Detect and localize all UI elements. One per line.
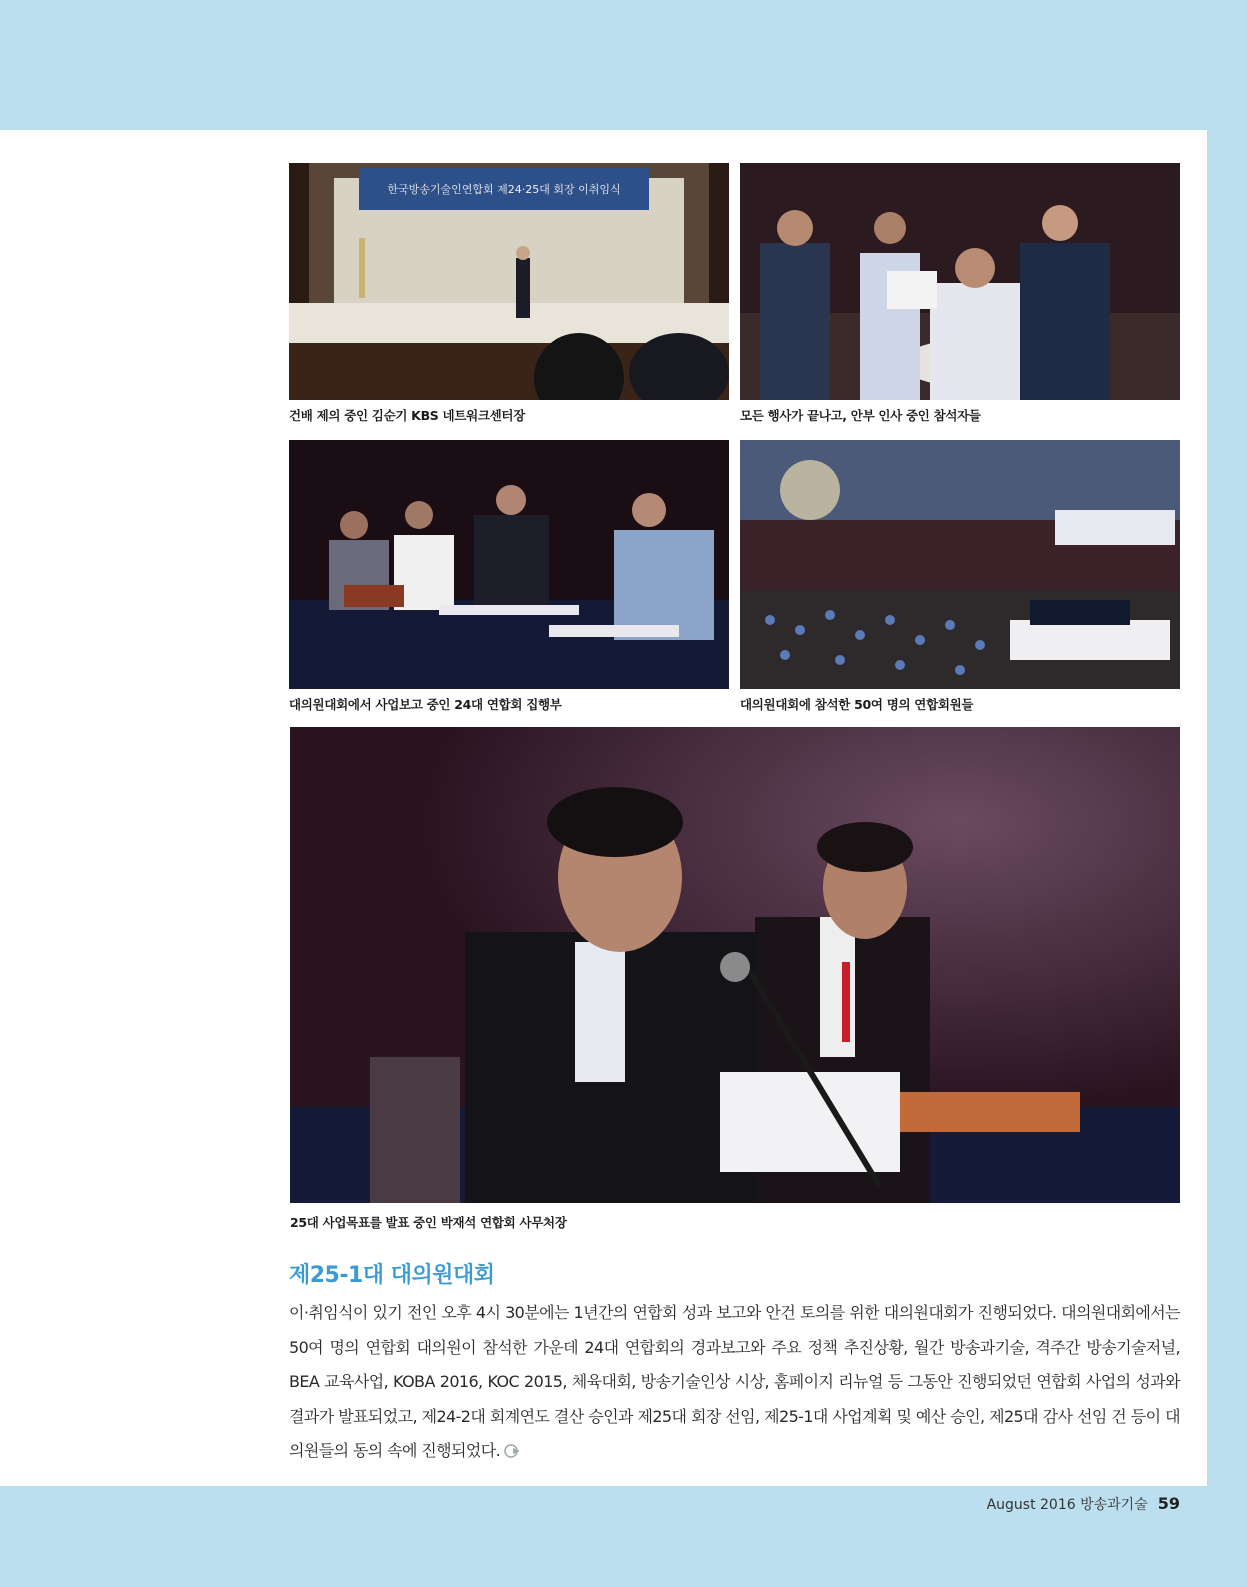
svg-text:한국방송기술인연합회 제24·25대 회장 이취임식: 한국방송기술인연합회 제24·25대 회장 이취임식 — [387, 183, 621, 196]
photo-secretary-general — [290, 727, 1180, 1203]
page-footer — [987, 1494, 1180, 1514]
body-paragraph — [289, 1296, 1180, 1469]
body-text: 이·취임식이 있기 전인 오후 4시 30분에는 1년간의 연합회 성과 보고와 안건 토의를 위한 대의원대회가 진행되었다. 대의원대회에서는 50여 명의 연합회 대의원이 참석한 가운데 24대 연합회의 경과보고와 주요 정책 추진상황, 월간 방송과기술, 격주간 방송기술저널, BEA 교육사업, KOBA 2016, KOC 2015, 체육대회, 방송기술인상 시상, 홈페이지 리뉴얼 등 그동안 진행되었던 연합회 사업의 성과와 결과가 발표되었고, 제24-2대 회계연도 결산 승인과 제25대 회장 선임, 제25-1대 사업계획 및 예산 승인, 제25대 감사 선임 건 등이 대의원들의 동의 속에 진행되었다. — [289, 1303, 1180, 1460]
photo-head-table — [289, 440, 729, 689]
photo-greetings — [740, 163, 1180, 400]
photo-caption: 모든 행사가 끝나고, 안부 인사 중인 참석자들 — [740, 408, 981, 423]
photo-caption: 대의원대회에 참석한 50여 명의 연합회원들 — [740, 697, 974, 712]
photo-caption: 건배 제의 중인 김순기 KBS 네트워크센터장 — [289, 408, 525, 423]
section-title: 제25-1대 대의원대회 — [289, 1263, 495, 1288]
photo-caption: 25대 사업목표를 발표 중인 박재석 연합회 사무처장 — [290, 1215, 567, 1230]
photo-stage-toast — [289, 163, 729, 400]
end-mark-icon — [504, 1444, 522, 1458]
photo-caption: 대의원대회에서 사업보고 중인 24대 연합회 집행부 — [289, 697, 562, 712]
footer-issue: August 2016 방송과기술 — [986, 1497, 1148, 1513]
photo-assembly-hall — [740, 440, 1180, 689]
page-number: 59 — [1157, 1494, 1180, 1513]
